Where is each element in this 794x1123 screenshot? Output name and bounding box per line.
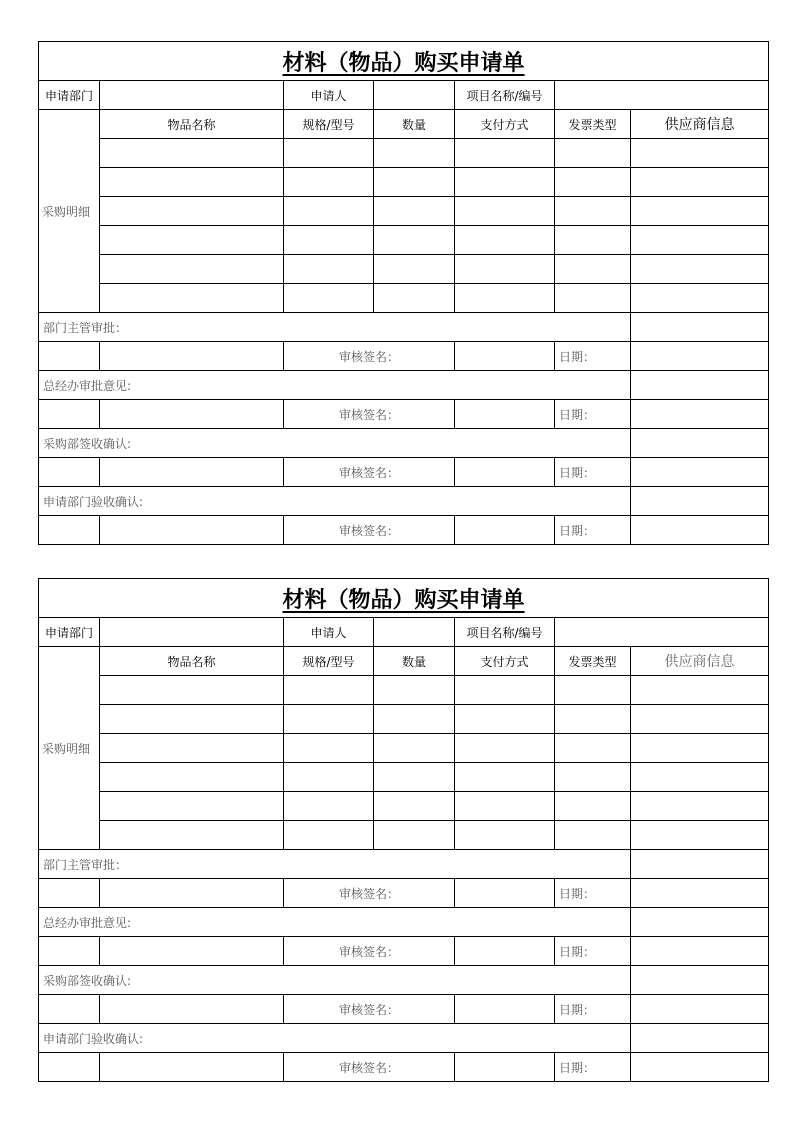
qty-cell[interactable] — [374, 705, 455, 734]
supplier-cell[interactable] — [631, 821, 769, 850]
payment-cell[interactable] — [455, 792, 555, 821]
col-header-item-name: 物品名称 — [100, 110, 284, 139]
qty-cell[interactable] — [374, 792, 455, 821]
blank-cell — [100, 516, 284, 545]
sign-label: 审核签名： — [284, 995, 455, 1024]
blank-cell — [39, 937, 100, 966]
dept-label: 申请部门 — [39, 618, 100, 647]
date-label: 日期： — [555, 516, 631, 545]
approval-label-acceptance: 申请部门验收确认: — [39, 487, 631, 516]
item-cell[interactable] — [100, 705, 284, 734]
sign-label: 审核签名： — [284, 342, 455, 371]
date-field[interactable] — [631, 342, 769, 371]
payment-cell[interactable] — [455, 705, 555, 734]
sign-label: 审核签名： — [284, 458, 455, 487]
item-cell[interactable] — [100, 734, 284, 763]
payment-cell[interactable] — [455, 139, 555, 168]
blank-cell — [100, 400, 284, 429]
invoice-cell[interactable] — [555, 139, 631, 168]
form-table — [38, 41, 769, 545]
col-header-qty: 数量 — [374, 110, 455, 139]
col-header-spec: 规格/型号 — [284, 110, 374, 139]
approval-note-cell[interactable] — [631, 850, 769, 879]
date-field[interactable] — [631, 1053, 769, 1082]
approval-label-gm-office: 总经办审批意见: — [39, 908, 631, 937]
approval-note-cell[interactable] — [631, 371, 769, 400]
detail-row — [39, 705, 769, 734]
supplier-cell[interactable] — [631, 168, 769, 197]
payment-cell[interactable] — [455, 763, 555, 792]
date-field[interactable] — [631, 879, 769, 908]
approval-label-purchasing: 采购部签收确认: — [39, 429, 631, 458]
approval-note-cell[interactable] — [631, 908, 769, 937]
signature-field[interactable] — [455, 937, 555, 966]
spec-cell[interactable] — [284, 763, 374, 792]
qty-cell[interactable] — [374, 734, 455, 763]
blank-cell — [39, 995, 100, 1024]
sign-label: 审核签名： — [284, 937, 455, 966]
payment-cell[interactable] — [455, 734, 555, 763]
applicant-field[interactable] — [374, 618, 455, 647]
spec-cell[interactable] — [284, 226, 374, 255]
date-field[interactable] — [631, 995, 769, 1024]
qty-cell[interactable] — [374, 284, 455, 313]
spec-cell[interactable] — [284, 284, 374, 313]
invoice-cell[interactable] — [555, 763, 631, 792]
blank-cell — [100, 342, 284, 371]
col-header-spec: 规格/型号 — [284, 647, 374, 676]
invoice-cell[interactable] — [555, 284, 631, 313]
payment-cell[interactable] — [455, 821, 555, 850]
date-label: 日期： — [555, 937, 631, 966]
form-title: 材料（物品）购买申请单 — [39, 42, 769, 81]
purchase-request-form-1 — [38, 41, 768, 545]
blank-cell — [39, 342, 100, 371]
project-field[interactable] — [555, 81, 769, 110]
approval-note-cell[interactable] — [631, 487, 769, 516]
project-label: 项目名称/编号 — [455, 81, 555, 110]
item-cell[interactable] — [100, 255, 284, 284]
blank-cell — [39, 516, 100, 545]
supplier-cell[interactable] — [631, 705, 769, 734]
qty-cell[interactable] — [374, 763, 455, 792]
invoice-cell[interactable] — [555, 792, 631, 821]
detail-row — [39, 792, 769, 821]
signature-field[interactable] — [455, 516, 555, 545]
date-field[interactable] — [631, 516, 769, 545]
approval-label-purchasing: 采购部签收确认: — [39, 966, 631, 995]
dept-field[interactable] — [100, 81, 284, 110]
applicant-label: 申请人 — [284, 618, 374, 647]
invoice-cell[interactable] — [555, 226, 631, 255]
spec-cell[interactable] — [284, 792, 374, 821]
signature-field[interactable] — [455, 342, 555, 371]
spec-cell[interactable] — [284, 734, 374, 763]
item-cell[interactable] — [100, 168, 284, 197]
item-cell[interactable] — [100, 763, 284, 792]
supplier-cell[interactable] — [631, 255, 769, 284]
payment-cell[interactable] — [455, 284, 555, 313]
supplier-cell[interactable] — [631, 139, 769, 168]
invoice-cell[interactable] — [555, 734, 631, 763]
project-field[interactable] — [555, 618, 769, 647]
sign-label: 审核签名： — [284, 400, 455, 429]
dept-label: 申请部门 — [39, 81, 100, 110]
col-header-item-name: 物品名称 — [100, 647, 284, 676]
approval-note-cell[interactable] — [631, 966, 769, 995]
detail-row — [39, 197, 769, 226]
supplier-cell[interactable] — [631, 763, 769, 792]
spec-cell[interactable] — [284, 168, 374, 197]
item-cell[interactable] — [100, 821, 284, 850]
project-label: 项目名称/编号 — [455, 618, 555, 647]
date-label: 日期： — [555, 879, 631, 908]
qty-cell[interactable] — [374, 139, 455, 168]
dept-field[interactable] — [100, 618, 284, 647]
supplier-cell[interactable] — [631, 197, 769, 226]
approval-label-gm-office: 总经办审批意见: — [39, 371, 631, 400]
sign-label: 审核签名： — [284, 516, 455, 545]
form-table — [38, 578, 769, 1082]
signature-field[interactable] — [455, 879, 555, 908]
blank-cell — [39, 879, 100, 908]
approval-note-cell[interactable] — [631, 429, 769, 458]
date-label: 日期： — [555, 1053, 631, 1082]
detail-row — [39, 676, 769, 705]
invoice-cell[interactable] — [555, 705, 631, 734]
col-header-invoice: 发票类型 — [555, 647, 631, 676]
qty-cell[interactable] — [374, 821, 455, 850]
approval-note-cell[interactable] — [631, 313, 769, 342]
spec-cell[interactable] — [284, 705, 374, 734]
approval-label-dept-manager: 部门主管审批： — [39, 850, 631, 879]
supplier-cell[interactable] — [631, 734, 769, 763]
blank-cell — [39, 400, 100, 429]
item-cell[interactable] — [100, 792, 284, 821]
col-header-qty: 数量 — [374, 647, 455, 676]
item-cell[interactable] — [100, 676, 284, 705]
col-header-payment: 支付方式 — [455, 110, 555, 139]
applicant-field[interactable] — [374, 81, 455, 110]
date-label: 日期： — [555, 400, 631, 429]
detail-label: 采购明细 — [39, 110, 100, 313]
payment-cell[interactable] — [455, 168, 555, 197]
payment-cell[interactable] — [455, 226, 555, 255]
date-label: 日期： — [555, 458, 631, 487]
detail-row — [39, 226, 769, 255]
blank-cell — [100, 995, 284, 1024]
blank-cell — [39, 1053, 100, 1082]
invoice-cell[interactable] — [555, 168, 631, 197]
invoice-cell[interactable] — [555, 676, 631, 705]
signature-field[interactable] — [455, 995, 555, 1024]
sign-label: 审核签名： — [284, 879, 455, 908]
blank-cell — [100, 937, 284, 966]
form-title: 材料（物品）购买申请单 — [39, 579, 769, 618]
qty-cell[interactable] — [374, 197, 455, 226]
date-label: 日期： — [555, 342, 631, 371]
spec-cell[interactable] — [284, 676, 374, 705]
supplier-cell[interactable] — [631, 226, 769, 255]
date-label: 日期： — [555, 995, 631, 1024]
blank-cell — [100, 458, 284, 487]
blank-cell — [100, 1053, 284, 1082]
spec-cell[interactable] — [284, 139, 374, 168]
supplier-cell[interactable] — [631, 792, 769, 821]
detail-row — [39, 821, 769, 850]
qty-cell[interactable] — [374, 255, 455, 284]
item-cell[interactable] — [100, 284, 284, 313]
approval-label-acceptance: 申请部门验收确认: — [39, 1024, 631, 1053]
detail-row — [39, 168, 769, 197]
spec-cell[interactable] — [284, 821, 374, 850]
detail-row — [39, 255, 769, 284]
payment-cell[interactable] — [455, 255, 555, 284]
supplier-cell[interactable] — [631, 676, 769, 705]
payment-cell[interactable] — [455, 676, 555, 705]
signature-field[interactable] — [455, 400, 555, 429]
date-field[interactable] — [631, 458, 769, 487]
qty-cell[interactable] — [374, 226, 455, 255]
date-field[interactable] — [631, 937, 769, 966]
detail-row — [39, 139, 769, 168]
sign-label: 审核签名： — [284, 1053, 455, 1082]
blank-cell — [100, 879, 284, 908]
signature-field[interactable] — [455, 1053, 555, 1082]
payment-cell[interactable] — [455, 197, 555, 226]
col-header-supplier: 供应商信息 — [631, 110, 769, 139]
item-cell[interactable] — [100, 139, 284, 168]
blank-cell — [39, 458, 100, 487]
supplier-cell[interactable] — [631, 284, 769, 313]
detail-row — [39, 284, 769, 313]
spec-cell[interactable] — [284, 197, 374, 226]
detail-row — [39, 734, 769, 763]
spec-cell[interactable] — [284, 255, 374, 284]
invoice-cell[interactable] — [555, 821, 631, 850]
approval-note-cell[interactable] — [631, 1024, 769, 1053]
applicant-label: 申请人 — [284, 81, 374, 110]
qty-cell[interactable] — [374, 676, 455, 705]
item-cell[interactable] — [100, 226, 284, 255]
date-field[interactable] — [631, 400, 769, 429]
approval-label-dept-manager: 部门主管审批： — [39, 313, 631, 342]
invoice-cell[interactable] — [555, 197, 631, 226]
detail-label: 采购明细 — [39, 647, 100, 850]
col-header-supplier: 供应商信息 — [631, 647, 769, 676]
col-header-payment: 支付方式 — [455, 647, 555, 676]
qty-cell[interactable] — [374, 168, 455, 197]
signature-field[interactable] — [455, 458, 555, 487]
col-header-invoice: 发票类型 — [555, 110, 631, 139]
item-cell[interactable] — [100, 197, 284, 226]
purchase-request-form-2 — [38, 578, 768, 1082]
detail-row — [39, 763, 769, 792]
invoice-cell[interactable] — [555, 255, 631, 284]
